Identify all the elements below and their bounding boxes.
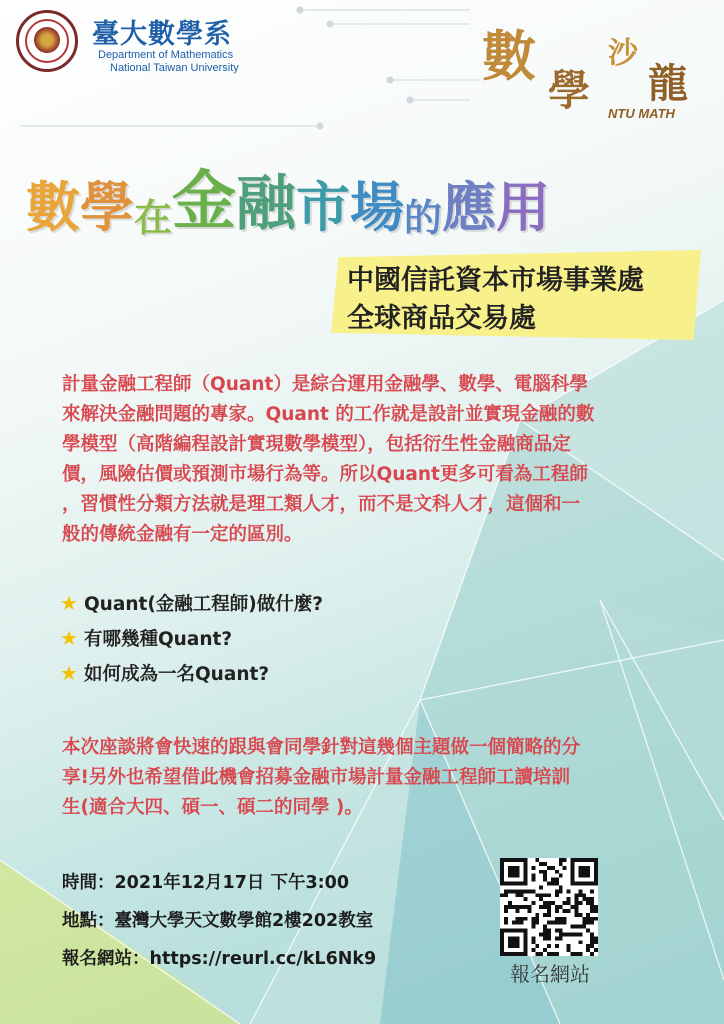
- list-item: [60, 625, 460, 660]
- closing-line: 生(適合大四、碩一、碩二的同學 )。: [62, 797, 363, 818]
- salon-char-4: 龍: [648, 60, 688, 107]
- title-char: 數: [26, 175, 80, 239]
- banner-line-2: 全球商品交易處: [347, 303, 536, 334]
- qr-code[interactable]: [500, 858, 598, 956]
- title-char: 學: [80, 175, 134, 239]
- star-icon: ★: [60, 591, 78, 615]
- topic-list: [60, 590, 460, 695]
- title-char: 融: [236, 169, 297, 239]
- title-char: 市: [296, 175, 351, 239]
- title-char: 用: [496, 175, 551, 239]
- intro-line: 學模型（高階編程設計實現數學模型），包括衍生性金融商品定: [62, 434, 571, 455]
- topic-text: 有哪幾種Quant?: [83, 629, 233, 650]
- salon-char-3: 沙: [608, 36, 638, 71]
- topic-text: Quant(金融工程師)做什麼?: [83, 594, 323, 615]
- event-time: 時間：2021年12月17日 下午3:00: [62, 873, 350, 893]
- salon-char-1: 數: [482, 24, 536, 88]
- sponsor-banner: [331, 250, 701, 340]
- banner-line-1: 中國信託資本市場事業處: [347, 265, 644, 296]
- ntu-seal-logo: [16, 10, 78, 72]
- salon-char-2: 學: [548, 66, 591, 115]
- dept-name-en-line1: Department of Mathematics: [98, 49, 234, 61]
- event-info: [62, 869, 482, 983]
- intro-line: 價，風險估價或預測市場行為等。所以Quant更多可看為工程師: [62, 464, 588, 485]
- star-icon: ★: [60, 626, 78, 650]
- title-char: 場: [350, 175, 405, 239]
- salon-en-label: NTU MATH: [608, 106, 675, 121]
- dept-name-en-line2: National Taiwan University: [110, 62, 239, 74]
- intro-line: 計量金融工程師（Quant）是綜合運用金融學、數學、電腦科學: [62, 374, 588, 395]
- closing-line: 享!另外也希望借此機會招募金融市場計量金融工程師工讀培訓: [62, 767, 570, 788]
- title-char: 應: [442, 175, 497, 239]
- title-char: 金: [172, 164, 237, 239]
- title-char: 在: [134, 195, 173, 240]
- signup-url[interactable]: 報名網站：https://reurl.cc/kL6Nk9: [62, 949, 377, 969]
- list-item: [60, 590, 460, 625]
- event-place: 地點：臺灣大學天文數學館2樓202教室: [62, 911, 374, 931]
- intro-line: 般的傳統金融有一定的區別。: [62, 524, 303, 545]
- closing-line: 本次座談將會快速的跟與會同學針對這幾個主題做一個簡略的分: [62, 737, 581, 758]
- closing-paragraph: [62, 733, 668, 823]
- dept-name-zh: 臺大數學系: [92, 19, 232, 50]
- intro-line: ，習慣性分類方法就是理工類人才，而不是文科人才，這個和一: [62, 494, 581, 515]
- intro-line: 來解決金融問題的專家。Quant 的工作就是設計並實現金融的數: [62, 404, 595, 425]
- star-icon: ★: [60, 661, 78, 685]
- intro-paragraph: [62, 370, 668, 550]
- poster-title: [26, 150, 706, 240]
- qr-label: 報名網站: [510, 962, 590, 986]
- topic-text: 如何成為一名Quant?: [83, 664, 270, 685]
- list-item: [60, 660, 460, 695]
- title-char: 的: [404, 195, 443, 240]
